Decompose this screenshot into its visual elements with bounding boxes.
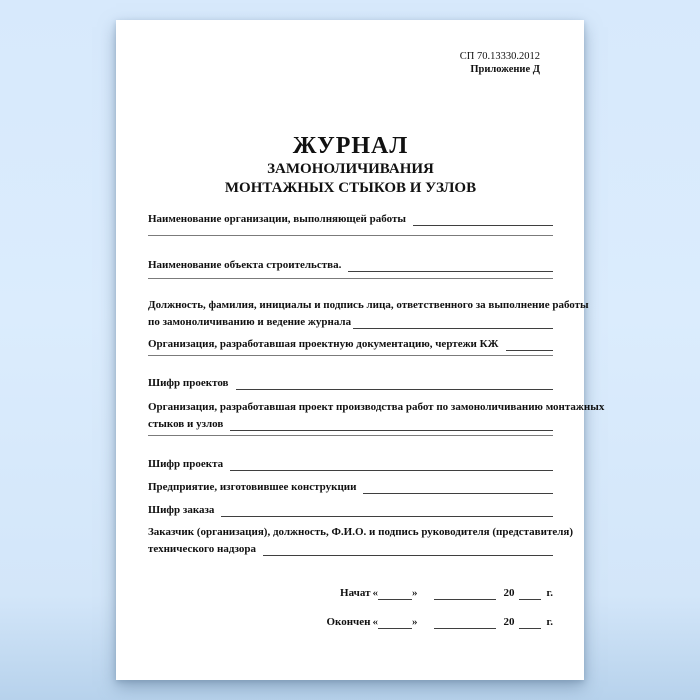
field-works-project-org-line2 xyxy=(148,418,553,431)
blank-line-day xyxy=(378,617,412,629)
field-customer-line1: Заказчик (организация), должность, Ф.И.О. и подпись руководителя (представителя) xyxy=(148,526,574,538)
field-label: Предприятие, изготовившее конструкции xyxy=(148,481,357,493)
blank-line-year xyxy=(519,617,541,629)
field-works-project-org-line1: Организация, разработавшая проект производства работ по замоноличиванию монтажных xyxy=(148,401,605,413)
blank-line xyxy=(506,339,554,351)
year-suffix: г. xyxy=(546,616,553,628)
field-customer-line2 xyxy=(148,543,553,556)
year-suffix: г. xyxy=(546,587,553,599)
field-design-org xyxy=(148,338,553,351)
field-label: Наименование объекта строительства. xyxy=(148,259,342,271)
field-label: Шифр заказа xyxy=(148,504,215,516)
started-label: Начат xyxy=(340,587,371,599)
blank-line xyxy=(363,482,553,494)
blank-line xyxy=(353,317,553,329)
standard-number: СП 70.13330.2012 xyxy=(459,51,540,62)
close-quote: » xyxy=(411,587,418,599)
field-label: Шифр проектов xyxy=(148,377,229,389)
field-order-code xyxy=(148,504,553,517)
blank-line xyxy=(348,260,553,272)
blank-line xyxy=(230,459,553,471)
blank-line xyxy=(263,544,553,556)
open-quote: « xyxy=(372,616,378,628)
blank-line-full xyxy=(148,235,553,236)
page-content xyxy=(116,20,605,629)
title-line-2: ЗАМОНОЛИЧИВАНИЯ xyxy=(267,161,434,177)
appendix-label: Приложение Д xyxy=(470,64,540,75)
started-row xyxy=(148,587,553,600)
field-label: Шифр проекта xyxy=(148,458,224,470)
field-manufacturer xyxy=(148,481,553,494)
field-construction-object xyxy=(148,259,553,272)
blank-line-month xyxy=(434,617,496,629)
field-org-performing xyxy=(148,213,553,226)
journal-cover-page xyxy=(116,20,605,680)
field-label: стыков и узлов xyxy=(148,418,224,430)
blank-line-full xyxy=(148,435,553,436)
blank-line xyxy=(221,505,553,517)
field-responsible-person-line2 xyxy=(148,316,553,329)
blank-line-full xyxy=(148,278,553,279)
blank-line xyxy=(413,214,553,226)
page-title xyxy=(148,132,553,198)
field-project-code xyxy=(148,458,553,471)
finished-row xyxy=(148,616,553,629)
blank-line xyxy=(236,378,554,390)
title-line-3: МОНТАЖНЫХ СТЫКОВ И УЗЛОВ xyxy=(224,180,477,196)
field-label: Наименование организации, выполняющей работы xyxy=(148,213,406,225)
open-quote: « xyxy=(372,587,378,599)
blank-line-day xyxy=(378,588,412,600)
field-label: Организация, разработавшая проектную документацию, чертежи КЖ xyxy=(148,338,499,350)
field-responsible-person-line1: Должность, фамилия, инициалы и подпись лица, ответственного за выполнение работы xyxy=(148,299,589,311)
document-reference xyxy=(148,20,553,76)
year-prefix: 20 xyxy=(503,587,515,599)
field-label: по замоноличиванию и ведение журнала xyxy=(148,316,352,328)
field-label: технического надзора xyxy=(148,543,257,555)
blank-line-month xyxy=(434,588,496,600)
field-project-codes xyxy=(148,377,553,390)
form-fields xyxy=(148,213,605,556)
blank-line xyxy=(230,419,553,431)
blank-line-year xyxy=(519,588,541,600)
journal-dates xyxy=(148,587,553,629)
close-quote: » xyxy=(411,616,418,628)
title-line-1: ЖУРНАЛ xyxy=(292,133,409,159)
blank-line-full xyxy=(148,355,553,356)
finished-label: Окончен xyxy=(326,616,371,628)
year-prefix: 20 xyxy=(503,616,515,628)
